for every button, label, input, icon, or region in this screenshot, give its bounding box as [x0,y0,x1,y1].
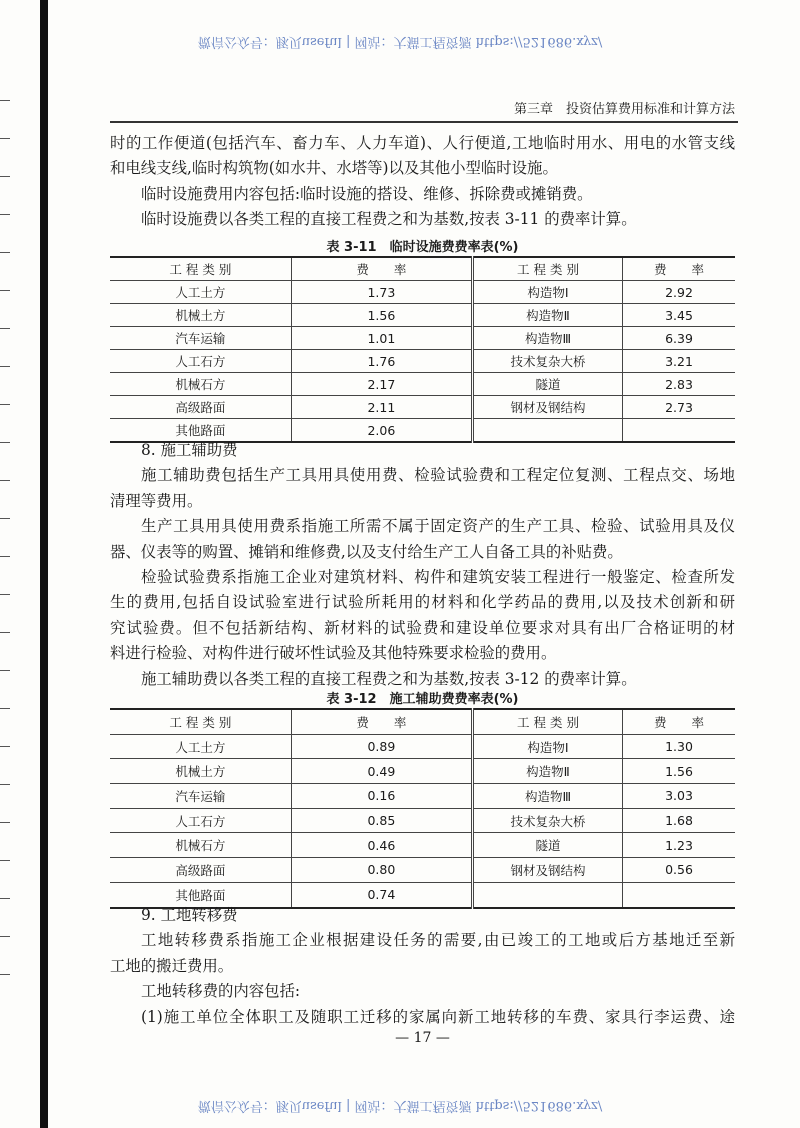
paragraph-line: 清理等费用。 [110,491,203,510]
scan-margin-mark [0,594,10,595]
paragraph-line: 9. 工地转移费 [141,906,238,924]
rate-cell: 2.92 [623,281,736,304]
paragraph-line: 工地的搬迁费用。 [110,956,234,975]
scan-margin-mark [0,936,10,937]
category-cell: 其他路面 [110,882,291,907]
table-header-row [110,257,735,281]
paragraph-line: 8. 施工辅助费 [141,441,238,459]
scan-margin-mark [0,290,10,291]
rate-cell: 1.68 [623,808,736,833]
paragraph-line: 工地转移费系指施工企业根据建设任务的需要,由已竣工的工地或后方基地迁至新 [141,931,735,950]
category-cell: 其他路面 [110,419,291,443]
category-cell: 钢材及钢结构 [473,858,623,883]
category-cell: 构造物Ⅰ [473,734,623,759]
column-header: 费 率 [291,709,472,734]
rate-cell: 1.23 [623,833,736,858]
scan-margin-mark [0,176,10,177]
watermark-top [0,34,800,53]
rate-cell: 0.85 [291,808,472,833]
category-cell: 技术复杂大桥 [473,808,623,833]
paragraph-line: (1)施工单位全体职工及随职工迁移的家属向新工地转移的车费、家具行李运费、途 [141,1007,735,1026]
scan-margin-mark [0,556,10,557]
section-8 [110,438,735,692]
table-row [110,396,735,419]
paragraph-line: 时的工作便道(包括汽车、畜力车、人力车道)、人行便道,工地临时用水、用电的水管支线 [110,134,735,152]
rate-cell: 3.45 [623,304,736,327]
paragraph-line: 生产工具用具使用费系指施工所需不属于固定资产的生产工具、检验、试验用具及仪 [141,517,735,536]
paragraph-line: 生的费用,包括自设试验室进行试验所耗用的材料和化学药品的费用,以及技术创新和研 [110,593,735,612]
scan-margin-mark [0,138,10,139]
rate-cell: 2.11 [291,396,472,419]
section-9 [110,903,735,1030]
rate-cell: 0.46 [291,833,472,858]
rate-cell: 0.16 [291,784,472,809]
category-cell: 机械石方 [110,373,291,396]
category-cell: 人工土方 [110,734,291,759]
watermark-text: 微信公众号：豚贝useful | 网站：大猫工程资源 https://521686.xyz/ [197,34,603,49]
category-cell: 汽车运输 [110,327,291,350]
watermark-text: 微信公众号：豚贝useful | 网站：大猫工程资源 https://521686.xyz/ [197,1098,603,1113]
table-row [110,808,735,833]
table-3-12 [110,708,735,909]
scan-margin-mark [0,632,10,633]
category-cell: 构造物Ⅰ [473,281,623,304]
rate-cell: 2.17 [291,373,472,396]
paragraph-line: 检验试验费系指施工企业对建筑材料、构件和建筑安装工程进行一般鉴定、检查所发 [141,567,735,586]
running-header: 第三章 投资估算费用标准和计算方法 [513,102,735,117]
scan-binding-edge [40,0,48,1128]
category-cell: 机械土方 [110,759,291,784]
scan-margin-mark [0,670,10,671]
column-header: 费 率 [291,257,472,281]
rate-cell: 3.03 [623,784,736,809]
category-cell: 人工石方 [110,808,291,833]
rate-cell: 0.89 [291,734,472,759]
column-header: 费 率 [623,709,736,734]
header-rule [110,121,738,123]
rate-cell: 0.74 [291,882,472,907]
column-header: 工 程 类 别 [110,257,291,281]
watermark-bottom [0,1098,800,1117]
paragraph-line: 临时设施费用内容包括:临时设施的搭设、维修、拆除费或摊销费。 [141,184,593,203]
rate-cell: 1.76 [291,350,472,373]
table-row [110,784,735,809]
table-row [110,281,735,304]
category-cell: 构造物Ⅲ [473,327,623,350]
scan-margin-mark [0,442,10,443]
paragraph-line: 器、仪表等的购置、摊销和维修费,以及支付给生产工人自备工具的补贴费。 [110,542,623,561]
rate-cell: 0.49 [291,759,472,784]
category-cell: 汽车运输 [110,784,291,809]
category-cell: 机械土方 [110,304,291,327]
scan-margin-mark [0,328,10,329]
scan-margin-mark [0,366,10,367]
rate-cell: 1.01 [291,327,472,350]
table-3-11-caption: 表 3-11 临时设施费费率表(%) [326,240,519,255]
table-row [110,350,735,373]
column-header: 工 程 类 别 [473,709,623,734]
paragraph-line: 临时设施费以各类工程的直接工程费之和为基数,按表 3-11 的费率计算。 [141,210,637,229]
rate-cell: 1.30 [623,734,736,759]
scan-margin-mark [0,784,10,785]
rate-cell: 0.56 [623,858,736,883]
category-cell: 人工石方 [110,350,291,373]
category-cell: 构造物Ⅱ [473,304,623,327]
table-3-11 [110,256,735,443]
paragraph-line: 究试验费。但不包括新结构、新材料的试验费和建设单位要求对具有出厂合格证明的材 [110,618,735,637]
rate-cell: 2.83 [623,373,736,396]
category-cell: 技术复杂大桥 [473,350,623,373]
rate-cell: 1.56 [623,759,736,784]
table-row [110,327,735,350]
scan-margin-mark [0,518,10,519]
category-cell: 高级路面 [110,858,291,883]
scan-margin-mark [0,822,10,823]
paragraph-line: 工地转移费的内容包括: [141,982,301,1001]
scan-margin-mark [0,708,10,709]
category-cell: 构造物Ⅲ [473,784,623,809]
table-3-12-caption: 表 3-12 施工辅助费费率表(%) [326,692,519,707]
rate-cell: 1.73 [291,281,472,304]
scan-margin-mark [0,974,10,975]
rate-cell: 2.06 [291,419,472,443]
rate-cell: 1.56 [291,304,472,327]
table-header-row [110,709,735,734]
category-cell: 隧道 [473,833,623,858]
table-row [110,759,735,784]
category-cell: 构造物Ⅱ [473,759,623,784]
table-row [110,373,735,396]
scan-margin-mark [0,100,10,101]
column-header: 工 程 类 别 [473,257,623,281]
paragraph-line: 施工辅助费包括生产工具用具使用费、检验试验费和工程定位复测、工程点交、场地 [141,466,735,485]
page-number: — 17 — [395,1030,450,1046]
scan-margin-mark [0,860,10,861]
paragraph-line: 施工辅助费以各类工程的直接工程费之和为基数,按表 3-12 的费率计算。 [141,669,637,688]
category-cell: 人工土方 [110,281,291,304]
table-row [110,833,735,858]
rate-cell: 3.21 [623,350,736,373]
column-header: 费 率 [623,257,736,281]
category-cell: 高级路面 [110,396,291,419]
table-row [110,304,735,327]
category-cell: 钢材及钢结构 [473,396,623,419]
scan-margin-mark [0,746,10,747]
paragraph-line: 料进行检验、对构件进行破坏性试验及其他特殊要求检验的费用。 [110,644,557,663]
category-cell: 机械石方 [110,833,291,858]
rate-cell: 2.73 [623,396,736,419]
scan-margin-mark [0,252,10,253]
table-row [110,734,735,759]
category-cell: 隧道 [473,373,623,396]
scan-margin-mark [0,214,10,215]
table-row [110,858,735,883]
rate-cell: 0.80 [291,858,472,883]
paragraph-line: 和电线支线,临时构筑物(如水井、水塔等)以及其他小型临时设施。 [110,159,558,178]
scan-margin-mark [0,404,10,405]
column-header: 工 程 类 别 [110,709,291,734]
scan-margin-mark [0,480,10,481]
rate-cell: 6.39 [623,327,736,350]
scan-margin-mark [0,898,10,899]
section-top [110,131,735,233]
